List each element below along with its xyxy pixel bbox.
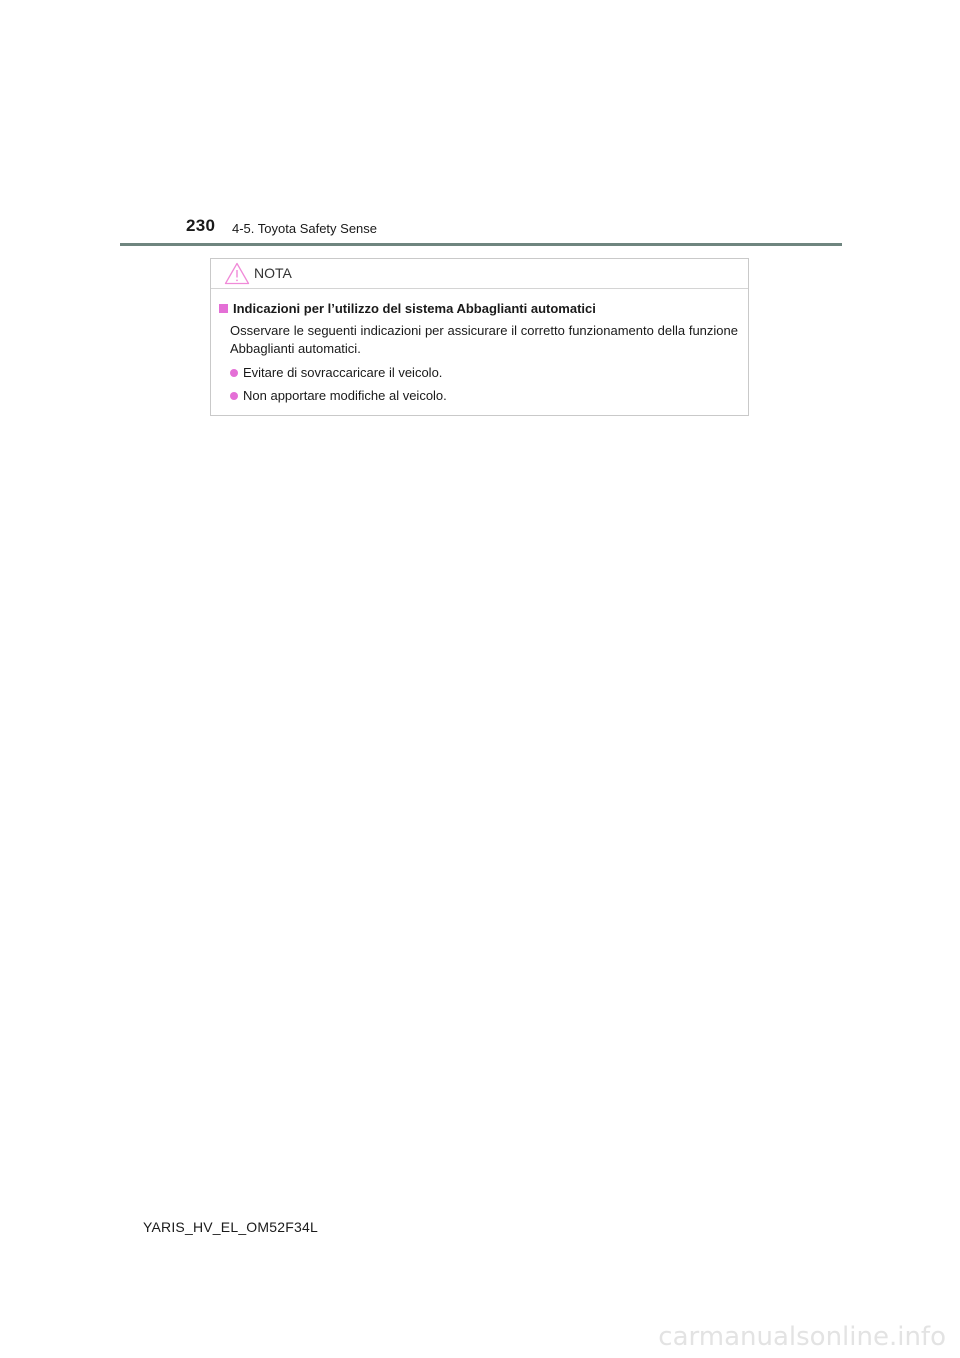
list-item-text: Non apportare modifiche al veicolo. [243,388,447,403]
note-header [211,259,748,289]
watermark: carmanualsonline.info [658,1322,946,1352]
note-label: NOTA [254,265,292,281]
note-body [211,289,748,404]
list-item-text: Evitare di sovraccaricare il veicolo. [243,365,443,380]
square-bullet-icon [219,304,228,313]
section-title: 4-5. Toyota Safety Sense [232,221,378,236]
list-item [230,387,738,404]
page-number: 230 [186,216,216,235]
warning-triangle-icon [224,262,250,285]
document-code: YARIS_HV_EL_OM52F34L [143,1219,318,1235]
list-item [230,364,738,381]
header-rule [120,243,842,246]
round-bullet-icon [230,392,238,400]
note-heading-text: Indicazioni per l’utilizzo del sistema Abbaglianti automatici [233,301,596,316]
round-bullet-icon [230,369,238,377]
note-heading [219,300,738,317]
note-box [210,258,749,416]
note-paragraph: Osservare le seguenti indicazioni per assicurare il corretto funzionamento della funzione Abbaglianti automatici. [230,323,738,356]
